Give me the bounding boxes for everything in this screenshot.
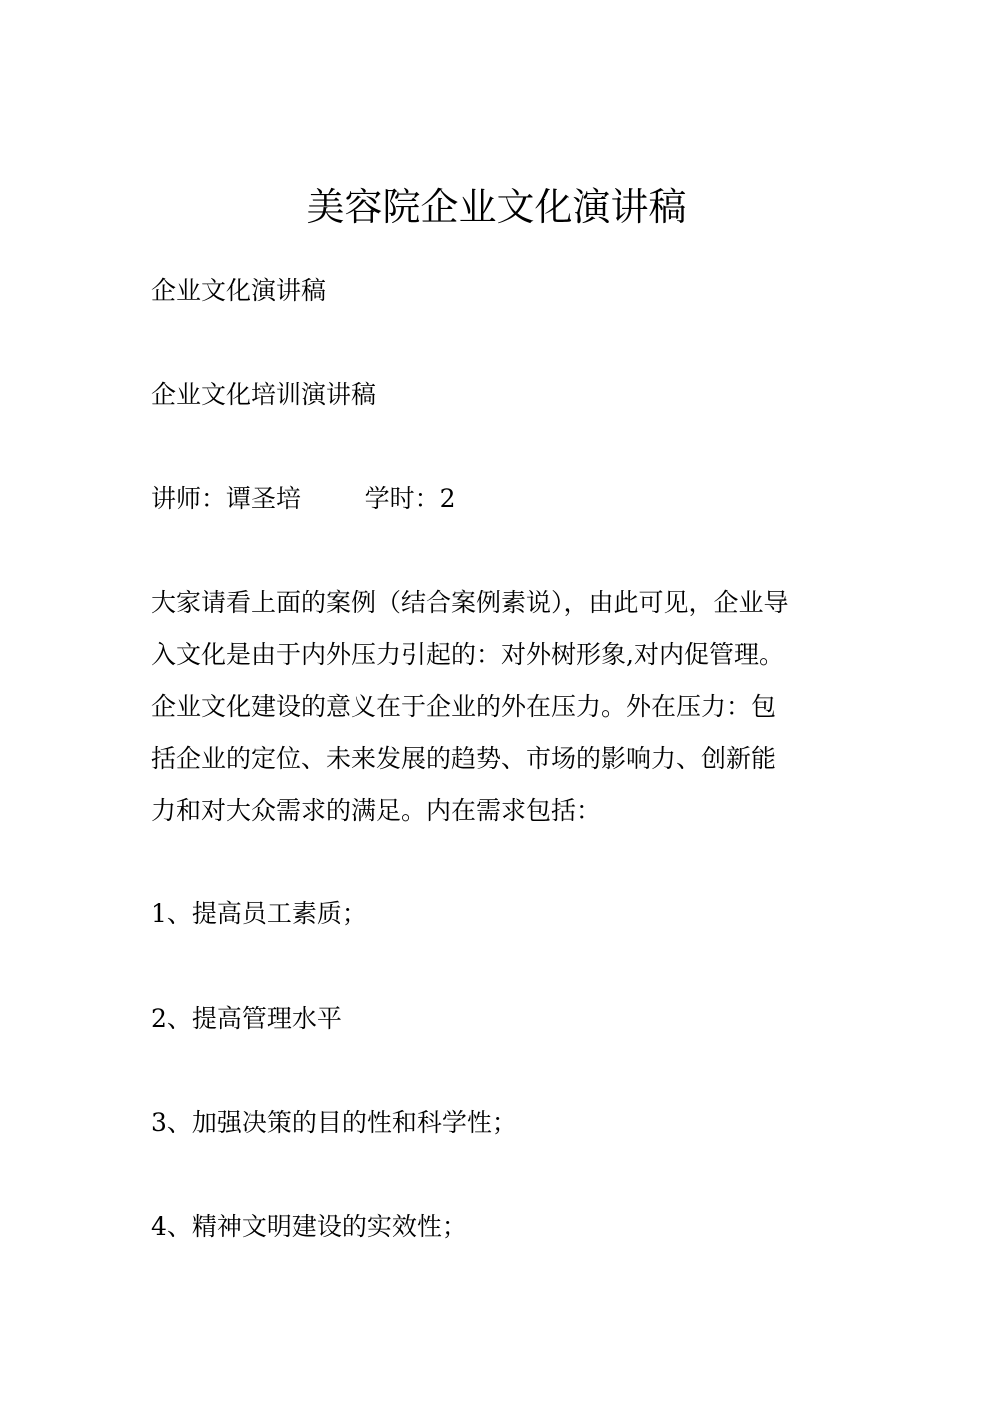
list-item-1: 1、提高员工素质； — [151, 899, 367, 928]
document-title: 美容院企业文化演讲稿 — [306, 185, 687, 229]
paragraph-line: 括企业的定位、未来发展的趋势、市场的影响力、创新能 — [151, 744, 777, 773]
list-item-2: 2、提高管理水平 — [151, 1004, 342, 1033]
paragraph-line: 企业文化建设的意义在于企业的外在压力。外在压力：包 — [151, 692, 777, 721]
body-paragraph — [151, 586, 851, 846]
list-item-3: 3、加强决策的目的性和科学性； — [151, 1108, 517, 1137]
subtitle: 企业文化演讲稿 — [151, 276, 327, 305]
list-item-4: 4、精神文明建设的实效性； — [151, 1212, 467, 1241]
paragraph-line: 大家请看上面的案例（结合案例素说），由此可见，企业导 — [151, 588, 789, 617]
paragraph-line: 力和对大众需求的满足。内在需求包括： — [151, 796, 602, 825]
lecturer-line: 讲师：谭圣培 学时：2 — [151, 484, 456, 513]
training-title: 企业文化培训演讲稿 — [151, 380, 377, 409]
paragraph-line: 入文化是由于内外压力引起的：对外树形象,对内促管理。 — [151, 640, 784, 669]
